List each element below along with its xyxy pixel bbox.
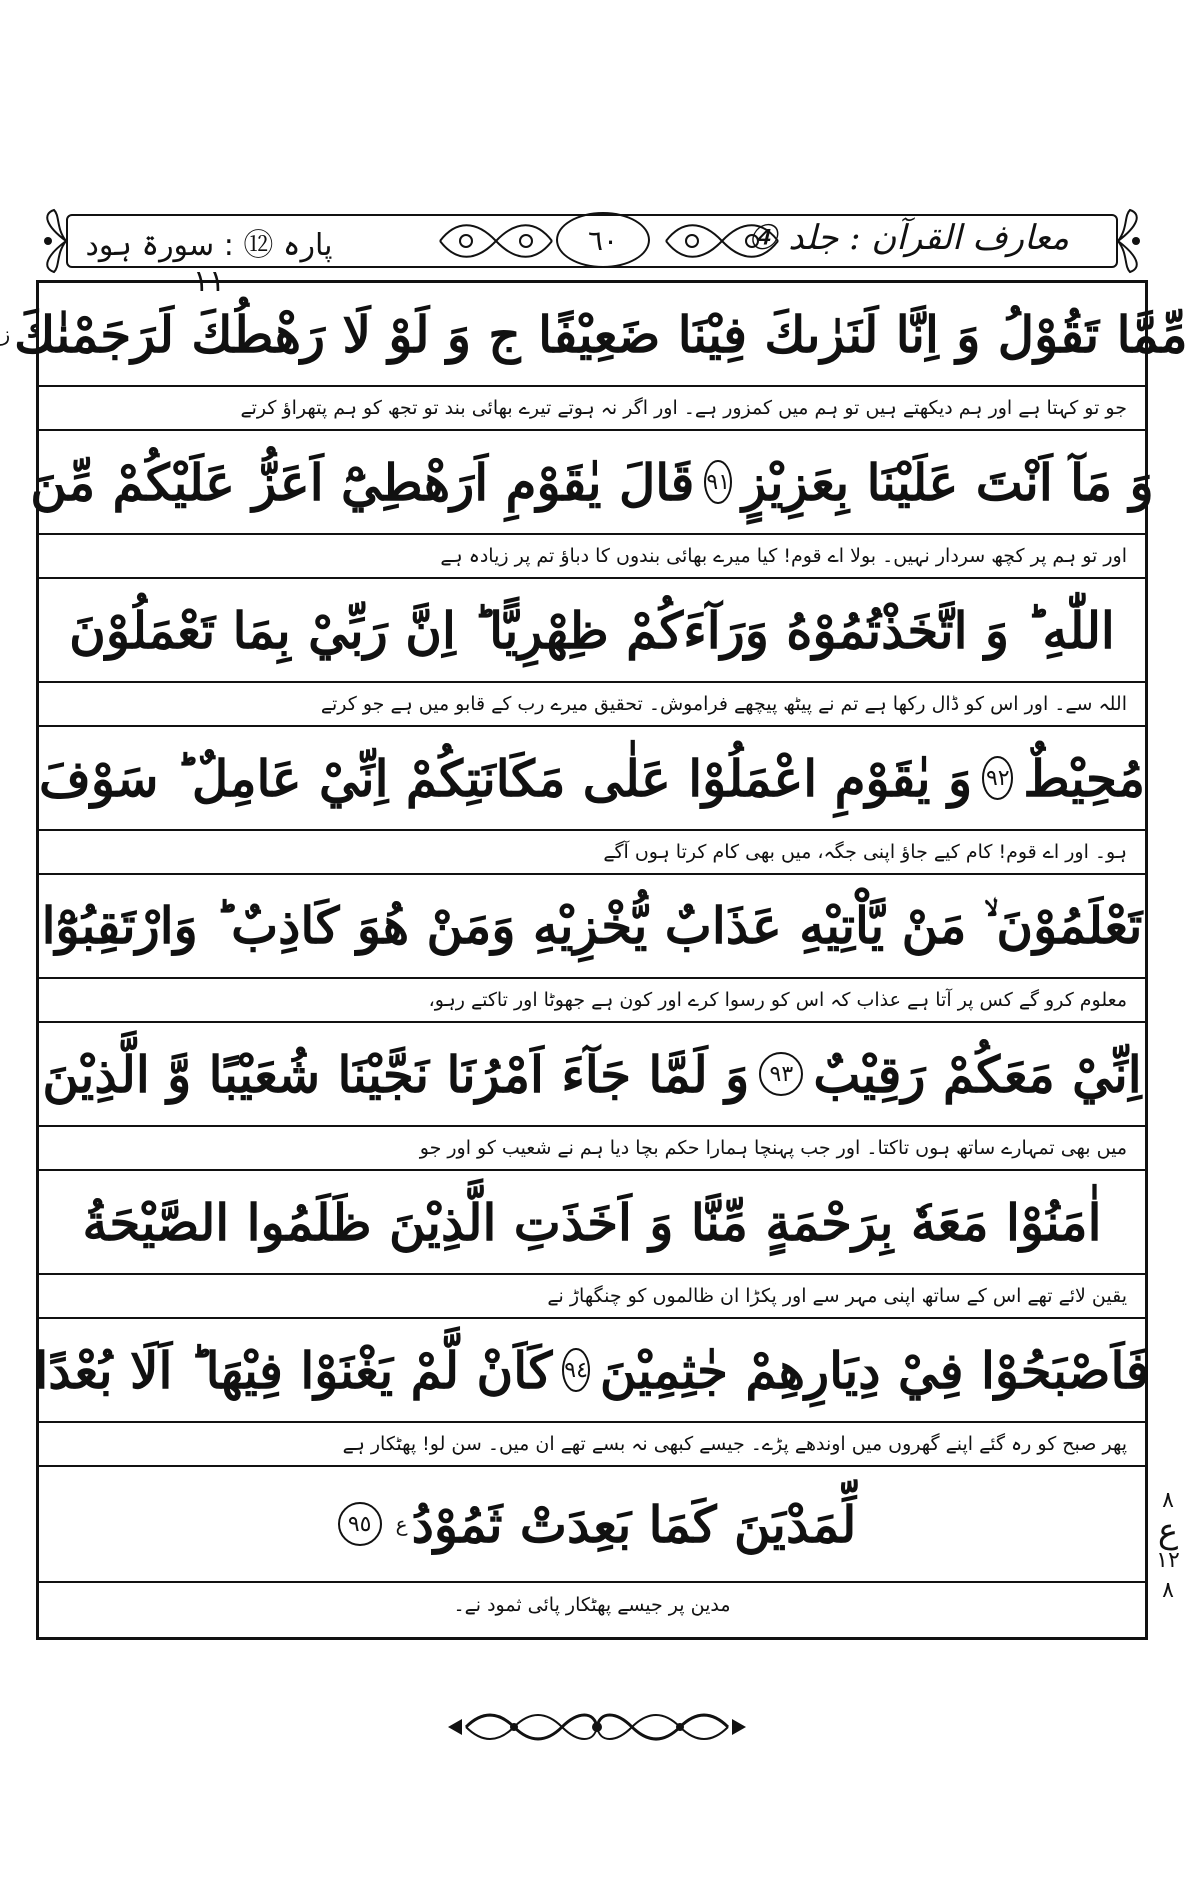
arabic-text: مِّمَّا تَقُوْلُ وَ اِنَّا لَنَرٰىكَ فِيْنَا ضَعِيْفًا ج وَ لَوْ لَا رَهْطُكَ لَرَجَمْنٰكَ <box>14 304 1188 364</box>
translation-text: پھر صبح کو رہ گئے اپنے گھروں میں اوندھے پڑے۔ جیسے کبھی نہ بسے تھے ان میں۔ سن لو! پھٹکار ہے <box>342 1433 1127 1455</box>
ayah-number-marker: ٩١ <box>704 460 732 504</box>
arabic-text: مُحِيْطٌ <box>1023 748 1145 808</box>
ayah-number-marker: ٩٢ <box>982 756 1013 800</box>
urdu-translation-line <box>39 1275 1145 1319</box>
corner-ornament-icon <box>1114 206 1148 276</box>
ruku-number-middle: ١٢ <box>1156 1548 1180 1573</box>
ruku-stop-mark: ع <box>395 1512 408 1536</box>
arabic-text: وَ لَمَّا جَآءَ اَمْرُنَا نَجَّيْنَا شُعَيْبًا وَّ الَّذِيْنَ <box>42 1044 750 1104</box>
translation-text: میں بھی تمہارے ساتھ ہوں تاکتا۔ اور جب پہنچا ہمارا حکم بچا دیا ہم نے شعیب کو اور جو <box>419 1137 1127 1159</box>
urdu-translation-line <box>39 535 1145 579</box>
urdu-translation-line <box>39 979 1145 1023</box>
footer-ornament-icon <box>442 1707 752 1747</box>
ayah-number-marker: ٩٣ <box>759 1052 803 1096</box>
urdu-translation-line <box>39 387 1145 431</box>
arabic-verse-line <box>39 727 1145 831</box>
arabic-text: كَاَنْ لَّمْ يَغْنَوْا فِيْهَا ؕ اَلَا بُعْدًا <box>34 1340 553 1400</box>
translation-text: یقین لائے تھے اس کے ساتھ اپنی مہر سے اور پکڑا ان ظالموں کو چنگھاڑ نے <box>547 1285 1127 1307</box>
arabic-text: اِنِّيْ مَعَكُمْ رَقِيْبٌ <box>813 1044 1142 1104</box>
translation-text: جو تو کہتا ہے اور ہم دیکھتے ہیں تو ہم میں کمزور ہے۔ اور اگر نہ ہوتے تیرے بھائی بند تو تجھ کو ہم پتھراؤ کرتے <box>240 397 1127 419</box>
page-header <box>36 206 1148 299</box>
translation-text: مدین پر جیسے پھٹکار پائی ثمود نے۔ <box>453 1594 731 1616</box>
ruku-number-bottom: ٨ <box>1162 1578 1174 1603</box>
ayah-number-marker: ٩٤ <box>562 1348 590 1392</box>
para-surah-label: پارہ ⑫ : سورۃ ہود ۱۱ <box>85 228 333 299</box>
arabic-verse-line <box>0 283 1188 387</box>
arabic-text: لِّمَدْيَنَ كَمَا بَعِدَتْ ثَمُوْدُ <box>411 1494 857 1554</box>
ruku-margin-mark <box>1150 1486 1186 1603</box>
arabic-verse-line <box>39 1023 1145 1127</box>
arabic-verse-line <box>30 431 1154 535</box>
translation-text: معلوم کرو گے کس پر آتا ہے عذاب کہ اس کو رسوا کرے اور کون ہے جھوٹا اور تاکتے رہو، <box>428 989 1127 1011</box>
arabic-verse-line <box>34 1319 1150 1423</box>
translation-text: اللہ سے۔ اور اس کو ڈال رکھا ہے تم نے پیٹھ پیچھے فراموش۔ تحقیق میرے رب کے قابو میں ہے جو کرتے <box>320 693 1127 715</box>
waqf-mark: ز <box>0 322 11 346</box>
arabic-verse-line <box>39 1467 1145 1583</box>
arabic-text: تَعْلَمُوْنَ ۙ مَنْ يَّاْتِيْهِ عَذَابٌ يُّخْزِيْهِ وَمَنْ هُوَ كَاذِبٌ ؕ وَارْتَقِبُوْٓا <box>41 896 1143 955</box>
arabic-verse-line <box>39 1171 1145 1275</box>
urdu-translation-line <box>39 831 1145 875</box>
urdu-translation-line <box>39 1423 1145 1467</box>
urdu-translation-line <box>39 683 1145 727</box>
ruku-symbol: ع <box>1157 1511 1179 1551</box>
arabic-text: اٰمَنُوْا مَعَهٗ بِرَحْمَةٍ مِّنَّا وَ اَخَذَتِ الَّذِيْنَ ظَلَمُوا الصَّيْحَةُ <box>82 1192 1102 1252</box>
ayah-number-marker: ٩٥ <box>338 1502 382 1546</box>
book-title: معارف القرآن : جلد ④ <box>746 218 1070 258</box>
arabic-text: اللّٰهِ ؕ وَ اتَّخَذْتُمُوْهُ وَرَآءَكُمْ ظِهْرِيًّا ؕ اِنَّ رَبِّيْ بِمَا تَعْمَلُوْنَ <box>69 600 1115 660</box>
arabic-text: وَ مَآ اَنْتَ عَلَيْنَا بِعَزِيْزٍ <box>742 452 1154 512</box>
floral-ornament-icon <box>436 214 556 268</box>
arabic-verse-line <box>39 579 1145 683</box>
arabic-verse-line <box>39 875 1145 979</box>
page-number: ٦٠ <box>556 212 650 268</box>
arabic-text: فَاَصْبَحُوْا فِيْ دِيَارِهِمْ جٰثِمِيْنَ <box>599 1340 1150 1400</box>
urdu-translation-line <box>39 1583 1145 1627</box>
corner-ornament-icon <box>36 206 70 276</box>
translation-text: اور تو ہم پر کچھ سردار نہیں۔ بولا اے قوم! کیا میرے بھائی بندوں کا دباؤ تم پر زیادہ ہے <box>440 545 1127 567</box>
translation-text: ہو۔ اور اے قوم! کام کیے جاؤ اپنی جگہ، میں بھی کام کرتا ہوں آگے <box>603 841 1127 863</box>
urdu-translation-line <box>39 1127 1145 1171</box>
arabic-text: قَالَ يٰقَوْمِ اَرَهْطِيْٓ اَعَزُّ عَلَيْكُمْ مِّنَ <box>30 452 695 512</box>
ruku-number-top: ٨ <box>1162 1488 1174 1513</box>
arabic-text: وَ يٰقَوْمِ اعْمَلُوْا عَلٰى مَكَانَتِكُمْ اِنِّيْ عَامِلٌ ؕ سَوْفَ <box>39 748 973 808</box>
